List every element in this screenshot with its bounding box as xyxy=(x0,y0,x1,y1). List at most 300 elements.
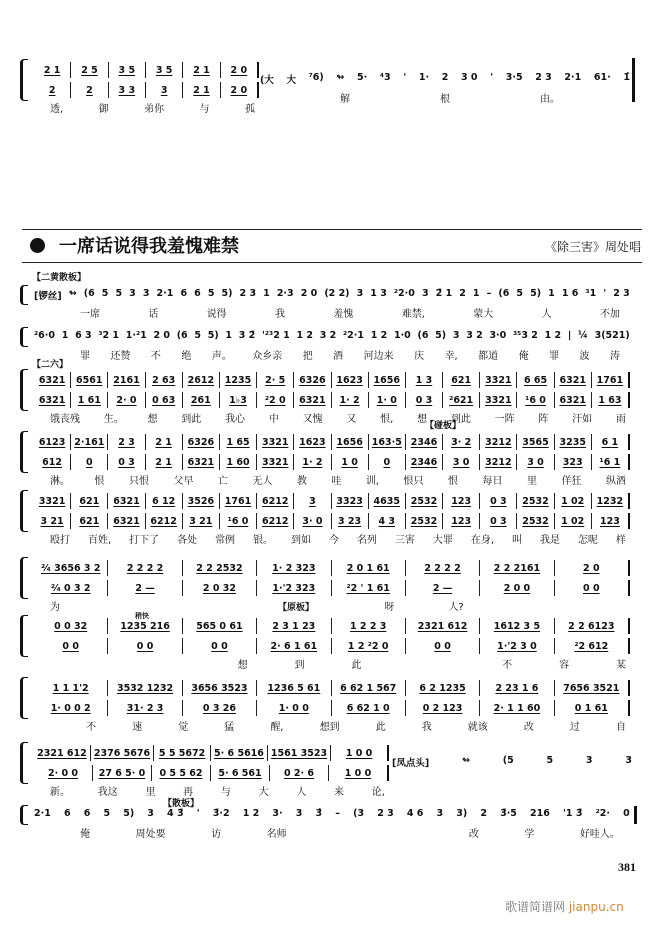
note: 61· xyxy=(593,72,611,83)
lyric-word: 与 xyxy=(199,104,210,115)
lyric-word: 速 xyxy=(132,722,143,733)
measure: 2 5 xyxy=(71,62,108,78)
note: – xyxy=(335,808,340,819)
measure: 3 5 xyxy=(109,62,146,78)
measure: 1236 5 61 xyxy=(257,680,331,696)
lyric-word: 亡 xyxy=(217,476,228,487)
note: 6 xyxy=(180,288,188,299)
lyric-line xyxy=(80,347,620,362)
measure: 3 23 xyxy=(332,513,369,529)
lyric-word: 想 xyxy=(417,414,428,425)
measure: 1623 xyxy=(294,434,331,450)
lyric-word: 难禁, xyxy=(401,309,425,320)
measure: 123 xyxy=(592,513,630,529)
lyric-word: 我 xyxy=(421,722,432,733)
measure: 565 0 61 xyxy=(183,618,257,634)
title-text: 一席话说得我羞愧难禁 xyxy=(59,236,239,257)
measure: 2·161 xyxy=(71,434,108,450)
note: ' xyxy=(196,808,200,819)
lyric-word: 一席 xyxy=(80,309,100,320)
measure: 0 3 xyxy=(480,493,517,509)
lyric-word: 幸, xyxy=(444,351,458,362)
lyric-word: 论, xyxy=(371,787,385,798)
lyric-word: 由。 xyxy=(540,94,560,105)
measure: 4 3 xyxy=(369,513,406,529)
lyric-word: 河边来 xyxy=(363,351,394,362)
measure: 2 2 2 2 xyxy=(406,560,480,576)
measure: 1 0 0 xyxy=(329,765,389,781)
watermark-cn: 歌谱简谱网 xyxy=(505,900,566,914)
measure: 0 2 123 xyxy=(406,700,480,716)
lyric-word: 人? xyxy=(448,602,464,613)
measure: 2 23 1 6 xyxy=(480,680,554,696)
note: 6 3 xyxy=(75,330,92,341)
measure: 6 2 1235 xyxy=(406,680,480,696)
measure: 1· 0 xyxy=(369,392,406,408)
lyric-word: 改 xyxy=(523,722,534,733)
note: ' xyxy=(403,72,407,83)
staff-bottom xyxy=(34,82,259,98)
measure: 261 xyxy=(183,392,220,408)
measure: 2· 5 xyxy=(257,372,294,388)
note: 6 xyxy=(83,808,91,819)
lyric-word: 某 xyxy=(615,660,626,671)
lyric-word: 醒, xyxy=(270,722,284,733)
lyric-word: 与 xyxy=(220,787,231,798)
measure: 1623 xyxy=(332,372,369,388)
staff-bottom xyxy=(34,700,630,716)
lyric-line xyxy=(50,783,385,798)
measure: 6326 xyxy=(183,434,220,450)
measure: 6123 xyxy=(34,434,71,450)
note: 5 xyxy=(101,288,109,299)
measure: 1 2 2 3 xyxy=(332,618,406,634)
measure: 2346 xyxy=(406,454,443,470)
lyric-word: 里 xyxy=(527,476,537,487)
measure: 2 63 xyxy=(146,372,183,388)
staff-top xyxy=(34,372,630,388)
measure: 2 0 1 61 xyxy=(332,560,406,576)
measure: 5 5 5672 xyxy=(154,745,211,761)
note: 1·0 xyxy=(393,330,411,341)
note: 2 3 xyxy=(613,288,630,299)
measure: 2 1 xyxy=(34,62,71,78)
lyric-line xyxy=(80,305,620,320)
measure: 2 — xyxy=(406,580,480,596)
measure: 3321 xyxy=(480,392,517,408)
tag-pengban: 【碰板】 xyxy=(425,421,462,431)
note: 3 0 xyxy=(461,72,478,83)
measure: 0 3 xyxy=(480,513,517,529)
lyric-word: 到如 xyxy=(291,535,311,546)
note: 5 xyxy=(207,288,215,299)
lyric-word: 都道 xyxy=(478,351,499,362)
tag-erhuang-sanban: 【二黄散板】 xyxy=(32,273,87,283)
measure: 2 0 0 xyxy=(480,580,554,596)
measure: 1· 0 0 2 xyxy=(34,700,108,716)
measure: 3 0 xyxy=(443,454,480,470)
measure: ¹6 0 xyxy=(220,513,257,529)
measure: 2 1 xyxy=(146,454,183,470)
note: 6 xyxy=(63,808,71,819)
staff-top xyxy=(34,62,259,78)
lyric-word: 来 xyxy=(334,787,345,798)
lyric-word: 淋。 xyxy=(50,476,70,487)
lyric-word: 改 xyxy=(468,829,479,840)
measure: 3235 xyxy=(555,434,592,450)
measure: 3· 2 xyxy=(443,434,480,450)
measure: 0 0 32 xyxy=(34,618,108,634)
measure: 6321 xyxy=(108,493,145,509)
tag-shaokuai: 稍快 xyxy=(135,612,149,620)
note: 3(521) xyxy=(594,330,630,341)
note: 3 xyxy=(625,755,632,766)
measure: 1561 3523 xyxy=(268,745,331,761)
lyric-word: 到此 xyxy=(181,414,202,425)
measure: 5· 6 561 xyxy=(211,765,270,781)
lyric-word: 在身, xyxy=(470,535,495,546)
measure: 1 61 xyxy=(71,392,108,408)
measure: 1761 xyxy=(220,493,257,509)
system-bracket xyxy=(20,431,28,473)
lyric-word: 恨 xyxy=(448,476,459,487)
lyric-word: 想到 xyxy=(319,722,340,733)
note: 1 xyxy=(548,288,555,299)
lyric-word: 名列 xyxy=(356,535,377,546)
lyric-line xyxy=(50,718,626,733)
measure: 6 62 1 567 xyxy=(332,680,406,696)
measure: 6212 xyxy=(146,513,183,529)
note: ²2·0 xyxy=(393,288,415,299)
lyric-line xyxy=(50,656,626,671)
note: 216 xyxy=(530,808,550,819)
measure: 3 21 xyxy=(34,513,71,529)
note: 3 xyxy=(452,330,460,341)
measure: 2 1 xyxy=(183,62,220,78)
lyric-word: 又 xyxy=(346,414,357,425)
lyric-word: 庆 xyxy=(414,351,425,362)
lyric-word: 就该 xyxy=(467,722,488,733)
system-bracket xyxy=(20,742,28,784)
note: 3 xyxy=(436,808,444,819)
note: 1 6 xyxy=(561,288,579,299)
lyric-word: 众乡亲 xyxy=(252,351,283,362)
lyric-word: 说得 xyxy=(206,309,227,320)
note: ' xyxy=(603,288,607,299)
bullet-icon xyxy=(30,238,45,253)
measure: 3 0 xyxy=(517,454,554,470)
lyric-word: 阵 xyxy=(538,414,549,425)
measure: 2321 612 xyxy=(34,745,91,761)
lyric-word: 银。 xyxy=(253,535,274,546)
note: 5) xyxy=(221,288,233,299)
measure: 2532 xyxy=(517,493,554,509)
lyric-word: 不 xyxy=(150,351,161,362)
staff-top xyxy=(34,618,630,634)
lyric-word: 生。 xyxy=(103,414,124,425)
system-bracket xyxy=(20,677,28,719)
note: 大 xyxy=(286,75,296,86)
note: 6 xyxy=(194,288,201,299)
lyric-line xyxy=(50,598,626,613)
measure: 2 2 2 2 xyxy=(108,560,182,576)
measure: 1· 2 xyxy=(294,454,331,470)
note: 1 xyxy=(263,288,270,299)
note: (6 xyxy=(498,288,510,299)
note: 3 xyxy=(356,288,364,299)
note: – xyxy=(486,288,492,299)
measure: 0 5 5 62 xyxy=(152,765,211,781)
measure: 6321 xyxy=(555,372,592,388)
measure: ¹6 1 xyxy=(592,454,630,470)
measure: 2 — xyxy=(108,580,182,596)
staff-top xyxy=(34,434,630,450)
staff-bottom xyxy=(34,454,630,470)
note: 3 xyxy=(147,808,154,819)
measure: ²⁄₄ 3656 3 2 xyxy=(34,560,108,576)
lyric-word: 佯狂 xyxy=(561,476,582,487)
lyric-line xyxy=(50,410,626,425)
lyric-word: 波 xyxy=(579,351,590,362)
measure: 123 xyxy=(443,513,480,529)
lyric-word: 新。 xyxy=(50,787,70,798)
measure: 1656 xyxy=(332,434,369,450)
lyric-word: 我是 xyxy=(539,535,560,546)
note: 1̂ xyxy=(623,72,630,83)
note: 1 xyxy=(61,330,69,341)
measure: 2· 0 0 xyxy=(34,765,93,781)
lyric-word: 大 xyxy=(258,787,269,798)
note: 5 xyxy=(516,288,524,299)
measure: 1 1 1'2 xyxy=(34,680,108,696)
measure: 2· 1 1 60 xyxy=(480,700,554,716)
note: 3·5 xyxy=(505,72,523,83)
note: 1 2 xyxy=(544,330,562,341)
measure: 0 xyxy=(71,454,108,470)
staff-top xyxy=(34,745,389,761)
measure: 3 5 xyxy=(146,62,183,78)
lyric-word: 训, xyxy=(365,476,380,487)
note: 4 6 xyxy=(406,808,424,819)
measure: 621 xyxy=(443,372,480,388)
note: 5) xyxy=(207,330,219,341)
note: ↬ xyxy=(68,288,77,299)
lyric-word: 再 xyxy=(183,787,194,798)
lyric-word: 根 xyxy=(440,94,450,105)
measure: 3212 xyxy=(480,434,517,450)
system-bracket xyxy=(20,327,28,347)
measure: 6212 xyxy=(257,493,294,509)
lyric-word: 又愧 xyxy=(302,414,323,425)
note: 2 xyxy=(441,72,449,83)
note: 5 xyxy=(546,755,554,766)
measure: 1 0 0 xyxy=(331,745,389,761)
note: 3 xyxy=(142,288,150,299)
staff-bottom xyxy=(34,765,389,781)
page-number: 381 xyxy=(618,860,636,874)
note: 3 2̄ xyxy=(238,330,256,341)
measure: 6561 xyxy=(71,372,108,388)
measure: 1761 xyxy=(592,372,630,388)
lyric-line xyxy=(50,100,255,115)
system-bracket xyxy=(20,615,28,657)
measure: 621 xyxy=(71,493,108,509)
note: 1 2 xyxy=(370,330,388,341)
note: ¼ xyxy=(578,330,588,341)
lyric-word: 恨 xyxy=(94,476,105,487)
measure: 6326 xyxy=(294,372,331,388)
lyric-word: 绝 xyxy=(181,351,192,362)
measure: 0 0 xyxy=(406,638,480,654)
measure: 1· 0 0 xyxy=(257,700,331,716)
measure: 6321 xyxy=(34,372,71,388)
measure: 123 xyxy=(443,493,480,509)
lyric-line xyxy=(50,531,626,546)
lyric-word: 羞愧 xyxy=(333,309,354,320)
lyric-word: 话 xyxy=(148,309,159,320)
note: (6 xyxy=(417,330,429,341)
note: 3 xyxy=(129,288,136,299)
lyric-word: 涛 xyxy=(609,351,620,362)
measure: 0 63 xyxy=(146,392,183,408)
note: 5· xyxy=(357,72,368,83)
tail-lyric xyxy=(340,90,560,105)
measure: 3565 xyxy=(517,434,554,450)
lyric-word: 到 xyxy=(294,660,305,671)
measure: 31· 2 3 xyxy=(108,700,182,716)
measure: ²2 ' 1 61 xyxy=(332,580,406,596)
measure: 1·'2 323 xyxy=(257,580,331,596)
measure: 3532 1232 xyxy=(108,680,182,696)
note: 0 xyxy=(623,808,630,819)
note: ³1 xyxy=(585,288,597,299)
lyric-word: 到此 xyxy=(450,414,471,425)
note: ²2·1 xyxy=(342,330,364,341)
measure: 6 65 xyxy=(517,372,554,388)
measure: 2612 xyxy=(183,372,220,388)
measure: 5· 6 5616 xyxy=(211,745,268,761)
measure: 1 63 xyxy=(592,392,630,408)
staff-bottom xyxy=(34,513,630,529)
measure: ²621 xyxy=(443,392,480,408)
measure: 1656 xyxy=(369,372,406,388)
measure: 6212 xyxy=(257,513,294,529)
measure: 2 3 xyxy=(108,434,145,450)
tag-yuanban: 【原板】 xyxy=(278,603,315,613)
measure: 2 0 xyxy=(221,62,259,78)
lyric-word: 里 xyxy=(145,787,156,798)
lyric-word: 大罪 xyxy=(432,535,453,546)
measure: 2 xyxy=(71,82,108,98)
measure: 1·'2 3 0 xyxy=(480,638,554,654)
lyric-word: 殴打 xyxy=(50,535,70,546)
note: 1 2 xyxy=(296,330,313,341)
measure: 3 xyxy=(294,493,331,509)
lyric-word: 觉 xyxy=(178,722,189,733)
note: ³⁵3 2 xyxy=(513,330,538,341)
staff-bottom xyxy=(34,392,630,408)
lyric-word: 御 xyxy=(98,104,109,115)
lyric-word: 各处 xyxy=(177,535,198,546)
measure: 1 02 xyxy=(555,493,592,509)
note: 3 2 xyxy=(466,330,483,341)
staff-line xyxy=(34,288,630,302)
measure: 3 21 xyxy=(183,513,220,529)
measure: 323 xyxy=(555,454,592,470)
measure: 2161 xyxy=(108,372,145,388)
measure: 6321 xyxy=(294,392,331,408)
note: 3) xyxy=(456,808,468,819)
lyric-word: 名师 xyxy=(266,829,287,840)
note: 2·1 xyxy=(564,72,582,83)
note: ²6·0 xyxy=(34,330,55,341)
lyric-word: 常例 xyxy=(215,535,236,546)
measure: 1612 3 5 xyxy=(480,618,554,634)
lyric-word: 不 xyxy=(86,722,97,733)
lyric-word: 周处要 xyxy=(135,829,166,840)
measure: 6321 xyxy=(108,513,145,529)
note: [锣丝] xyxy=(34,291,62,302)
staff-top xyxy=(34,680,630,696)
measure: ²2 0 xyxy=(257,392,294,408)
measure: 0 0 xyxy=(34,638,108,654)
note: 1· xyxy=(418,72,430,83)
lyric-word: 中 xyxy=(268,414,279,425)
note: 5) xyxy=(435,330,447,341)
note: ²2· xyxy=(595,808,610,819)
measure: 2 0 32 xyxy=(183,580,257,596)
measure: 3321 xyxy=(257,454,294,470)
tag-erliu: 【二六】 xyxy=(32,360,69,370)
system-bracket xyxy=(20,490,28,532)
measure: 2532 xyxy=(406,493,443,509)
lyric-word: 此 xyxy=(375,722,386,733)
measure: 0 3 xyxy=(406,392,443,408)
measure: 1· 2 xyxy=(332,392,369,408)
staff-top xyxy=(34,560,630,576)
note: (大 xyxy=(260,75,274,86)
measure: 1232 xyxy=(592,493,630,509)
measure: 621 xyxy=(71,513,108,529)
note: 1 3 xyxy=(370,288,387,299)
lyric-word: 教 xyxy=(296,476,307,487)
measure: 6 12 xyxy=(146,493,183,509)
lyric-word: 人 xyxy=(541,309,552,320)
measure: 2· 6 1 61 xyxy=(257,638,331,654)
lyric-word: 父早 xyxy=(173,476,194,487)
lyric-word: 还赞 xyxy=(110,351,131,362)
note: 3̄·5 xyxy=(500,808,517,819)
system-bracket xyxy=(20,805,28,825)
staff-bottom xyxy=(34,580,630,596)
measure: 6 62 1 0 xyxy=(332,700,406,716)
lyric-word: 弟你 xyxy=(144,104,165,115)
note: 1·²1 xyxy=(125,330,147,341)
note: (3 xyxy=(353,808,365,819)
measure: 27 6 5· 0 xyxy=(93,765,152,781)
note: (5 xyxy=(502,755,514,766)
lyric-word: 怎呢 xyxy=(577,535,598,546)
lyric-word: 过 xyxy=(569,722,580,733)
measure: 7656 3521 xyxy=(555,680,630,696)
note: (2 2) xyxy=(324,288,350,299)
measure: 0 xyxy=(369,454,406,470)
note: 2·3 xyxy=(276,288,294,299)
note: 5 xyxy=(194,330,201,341)
note: ↬ xyxy=(336,72,345,83)
measure: 3212 xyxy=(480,454,517,470)
note: 3 xyxy=(295,808,303,819)
